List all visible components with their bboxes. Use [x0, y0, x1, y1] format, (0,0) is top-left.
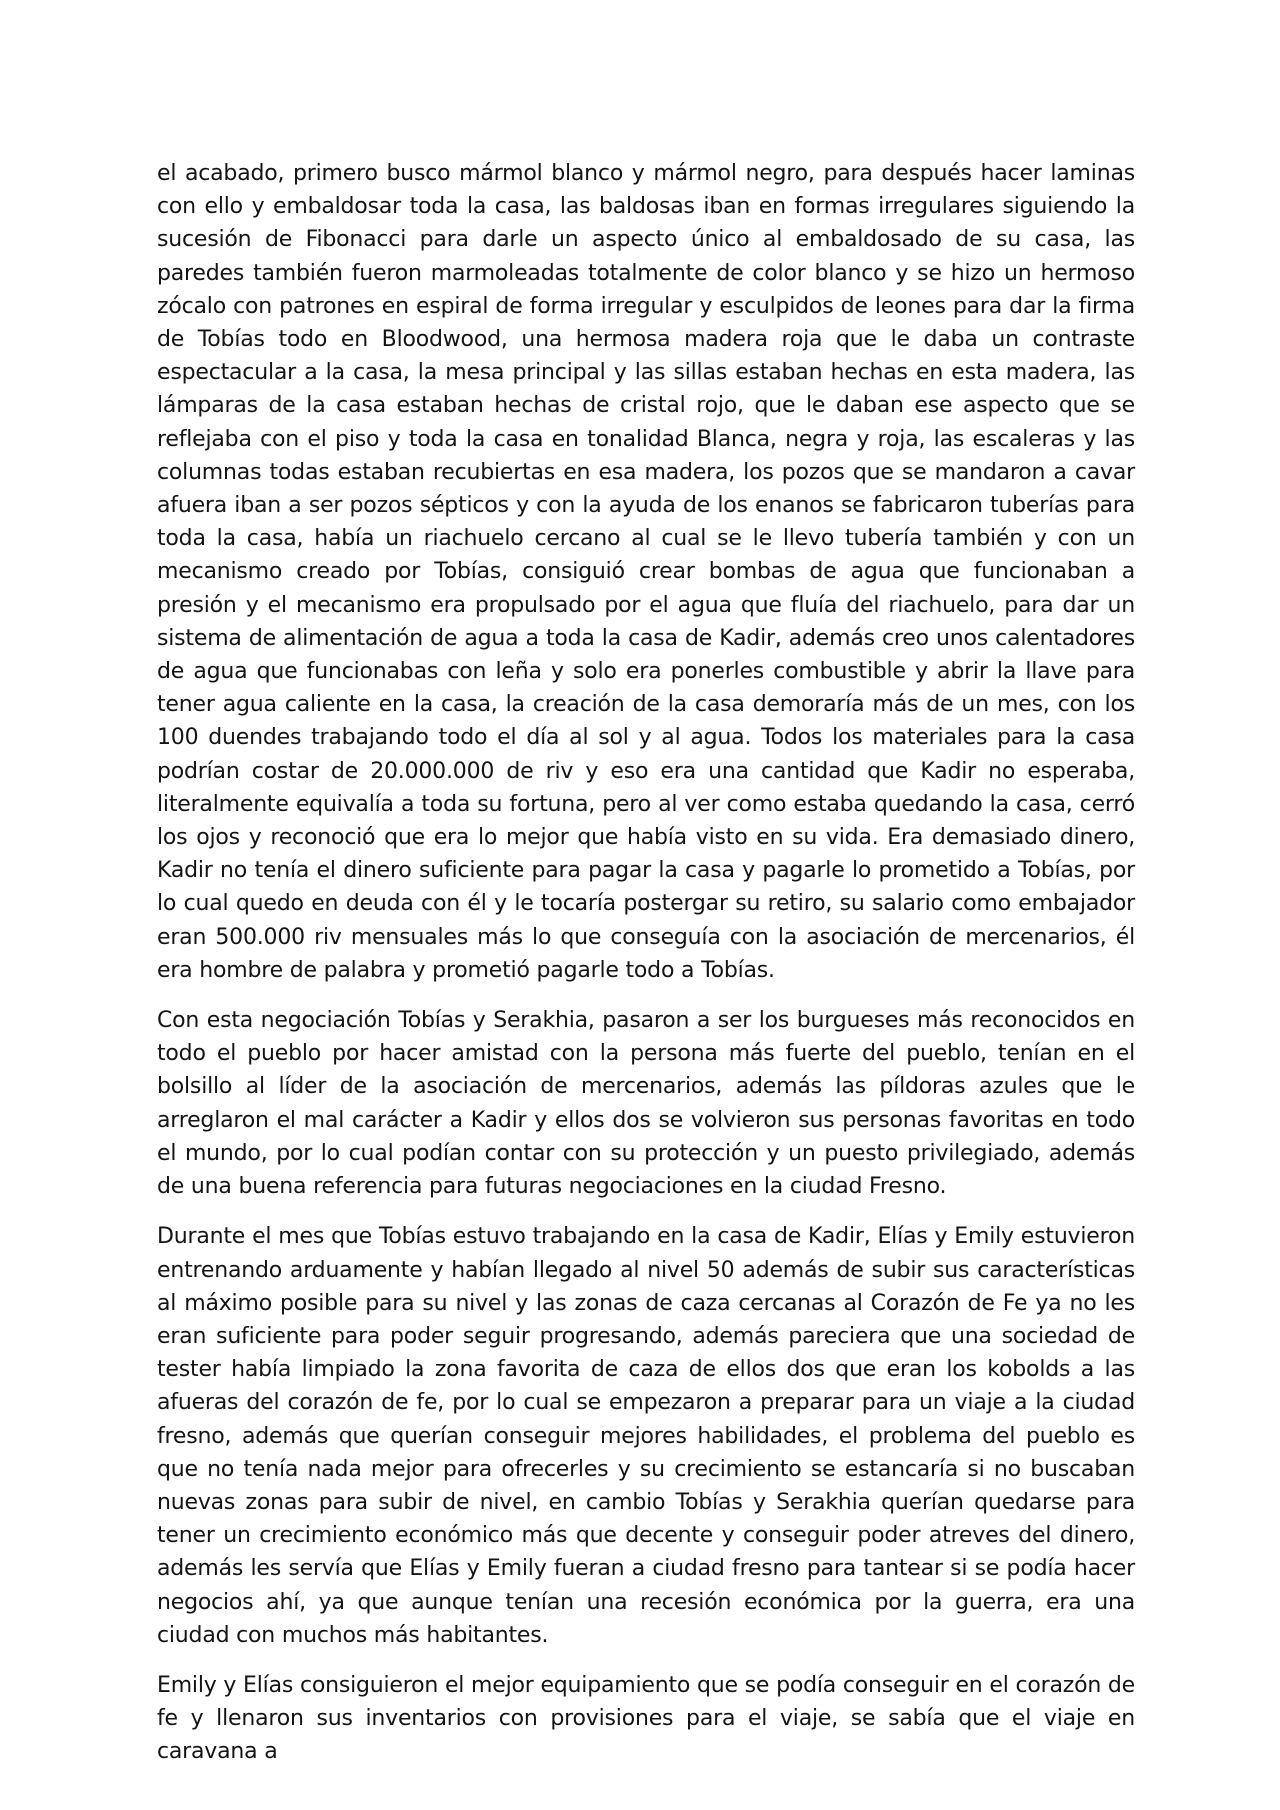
- paragraph-4: Emily y Elías consiguieron el mejor equipamiento que se podía conseguir en el corazón de fe y llenaron sus inventarios con provisiones para el viaje, se sabía que el viaje en caravana a: [157, 1672, 1135, 1765]
- paragraph-1: el acabado, primero busco mármol blanco y mármol negro, para después hacer laminas con ello y embaldosar toda la casa, las baldosas iban en formas irregulares siguiendo la sucesión de Fibonacci para darle un aspecto único al embaldosado de su casa, las paredes también fueron marmoleadas totalmente de color blanco y se hizo un hermoso zócalo con patrones en espiral de forma irregular y esculpidos de leones para dar la firma de Tobías todo en Bloodwood, una hermosa madera roja que le daba un contraste espectacular a la casa, la mesa principal y las sillas estaban hechas en esta madera, las lámparas de la casa estaban hechas de cristal rojo, que le daban ese aspecto que se reflejaba con el piso y toda la casa en tonalidad Blanca, negra y roja, las escaleras y las columnas todas estaban recubiertas en esa madera, los pozos que se mandaron a cavar afuera iban a ser pozos sépticos y con la ayuda de los enanos se fabricaron tuberías para toda la casa, había un riachuelo cercano al cual se le llevo tubería también y con un mecanismo creado por Tobías, consiguió crear bombas de agua que funcionaban a presión y el mecanismo era propulsado por el agua que fluía del riachuelo, para dar un sistema de alimentación de agua a toda la casa de Kadir, además creo unos calentadores de agua que funcionabas con leña y solo era ponerles combustible y abrir la llave para tener agua caliente en la casa, la creación de la casa demoraría más de un mes, con los 100 duendes trabajando todo el día al sol y al agua. Todos los materiales para la casa podrían costar de 20.000.000 de riv y eso era una cantidad que Kadir no esperaba, literalmente equivalía a toda su fortuna, pero al ver como estaba quedando la casa, cerró los ojos y reconoció que era lo mejor que había visto en su vida. Era demasiado dinero, Kadir no tenía el dinero suficiente para pagar la casa y pagarle lo prometido a Tobías, por lo cual quedo en deuda con él y le tocaría postergar su retiro, su salario como embajador eran 500.000 riv mensuales más lo que conseguía con la asociación de mercenarios, él era hombre de palabra y prometió pagarle todo a Tobías.: [157, 161, 1135, 983]
- paragraph-2: Con esta negociación Tobías y Serakhia, pasaron a ser los burgueses más reconocidos en todo el pueblo por hacer amistad con la persona más fuerte del pueblo, tenían en el bolsillo al líder de la asociación de mercenarios, además las píldoras azules que le arreglaron el mal carácter a Kadir y ellos dos se volvieron sus personas favoritas en todo el mundo, por lo cual podían contar con su protección y un puesto privilegiado, además de una buena referencia para futuras negociaciones en la ciudad Fresno.: [157, 1008, 1135, 1200]
- body-text: [157, 157, 1135, 1769]
- paragraph-3: Durante el mes que Tobías estuvo trabajando en la casa de Kadir, Elías y Emily estuvieron entrenando arduamente y habían llegado al nivel 50 además de subir sus características al máximo posible para su nivel y las zonas de caza cercanas al Corazón de Fe ya no les eran suficiente para poder seguir progresando, además pareciera que una sociedad de tester había limpiado la zona favorita de caza de ellos dos que eran los kobolds a las afueras del corazón de fe, por lo cual se empezaron a preparar para un viaje a la ciudad fresno, además que querían conseguir mejores habilidades, el problema del pueblo es que no tenía nada mejor para ofrecerles y su crecimiento se estancaría si no buscaban nuevas zonas para subir de nivel, en cambio Tobías y Serakhia querían quedarse para tener un crecimiento económico más que decente y conseguir poder atreves del dinero, además les servía que Elías y Emily fueran a ciudad fresno para tantear si se podía hacer negocios ahí, ya que aunque tenían una recesión económica por la guerra, era una ciudad con muchos más habitantes.: [157, 1224, 1135, 1648]
